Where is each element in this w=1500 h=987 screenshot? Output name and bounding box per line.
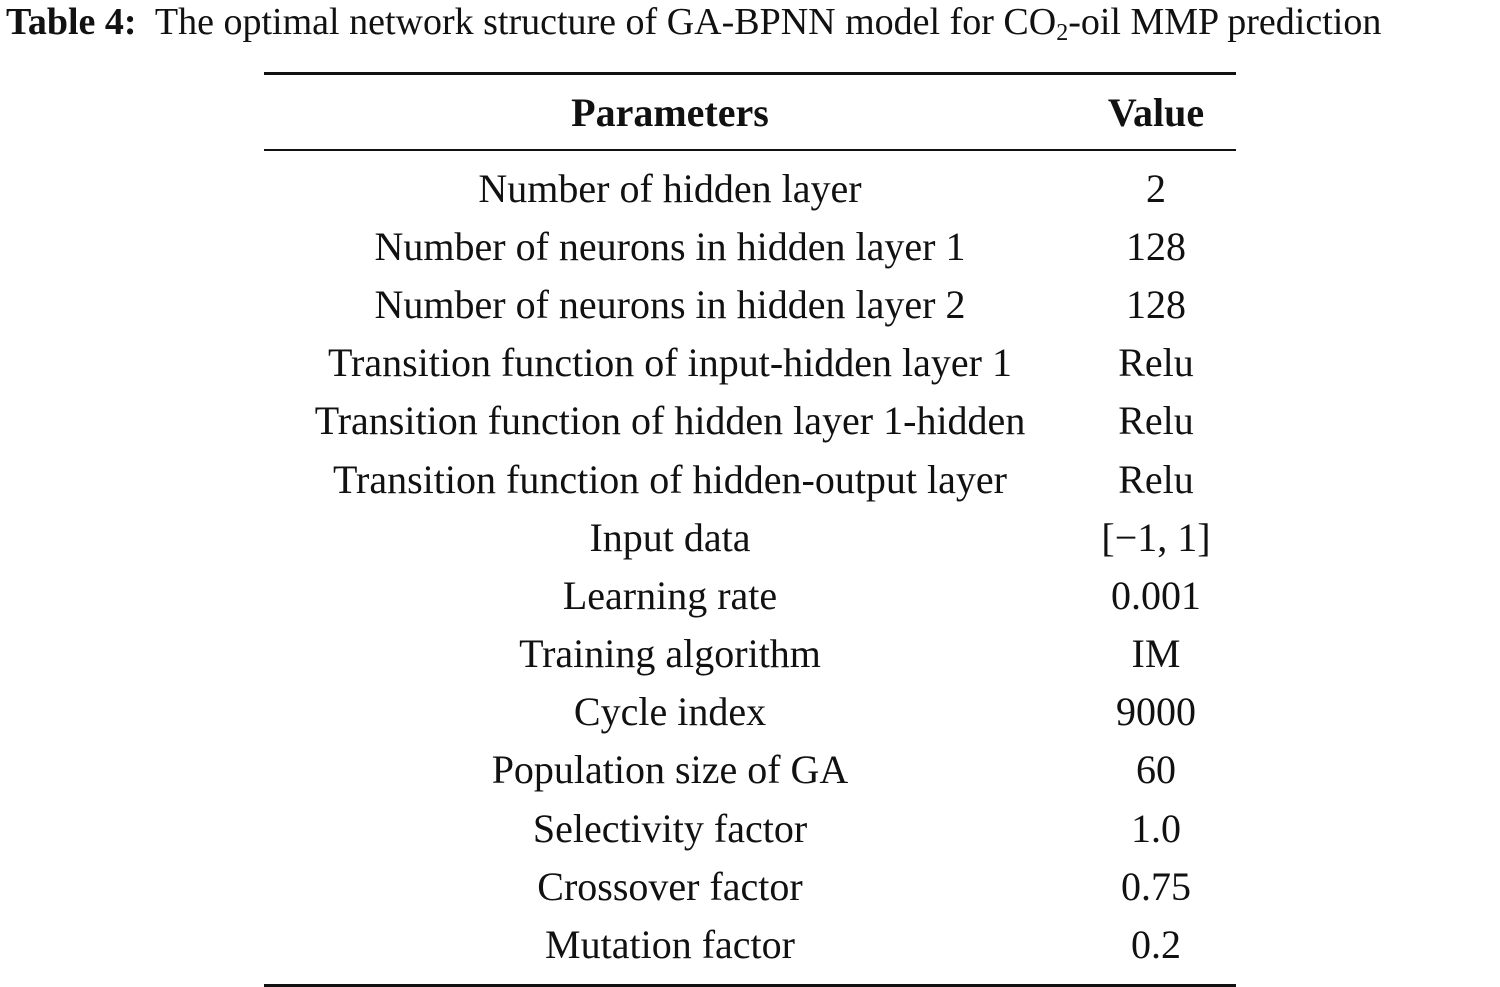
table-row xyxy=(264,159,1236,217)
table-row xyxy=(264,683,1236,741)
parameters-table xyxy=(264,72,1236,987)
parameter-value-cell: Relu xyxy=(1118,398,1194,444)
parameter-value-cell: 0.2 xyxy=(1131,922,1181,968)
table-row xyxy=(264,741,1236,799)
table-row xyxy=(264,450,1236,508)
parameter-name-cell: Transition function of input-hidden layer 1 xyxy=(328,340,1012,386)
header-value: Value xyxy=(1107,89,1205,135)
table-caption-text-end: -oil MMP prediction xyxy=(1068,1,1382,43)
table-bottom-rule xyxy=(264,984,1236,987)
parameter-name-cell: Cycle index xyxy=(573,689,767,735)
parameter-value-cell: 60 xyxy=(1136,747,1176,793)
parameter-value-cell: Relu xyxy=(1118,340,1194,386)
parameter-value-cell: 2 xyxy=(1146,165,1166,211)
table-caption xyxy=(6,0,1500,44)
parameter-name-cell: Learning rate xyxy=(562,572,778,618)
parameter-name-cell: Crossover factor xyxy=(537,863,803,909)
table-row xyxy=(264,915,1236,973)
table-row xyxy=(264,857,1236,915)
parameter-name-cell: Number of hidden layer xyxy=(478,165,862,211)
parameter-value-cell: 0.75 xyxy=(1121,863,1191,909)
table-caption-text: The optimal network structure of GA-BPNN model for CO xyxy=(154,1,1057,43)
parameter-value-cell: 0.001 xyxy=(1111,572,1201,618)
parameter-name-cell: Selectivity factor xyxy=(532,805,808,851)
table-row xyxy=(264,799,1236,857)
table-row xyxy=(264,392,1236,450)
parameter-value-cell: IM xyxy=(1131,631,1181,677)
parameter-value-cell: 1.0 xyxy=(1131,805,1181,851)
parameter-value-cell: [−1, 1] xyxy=(1101,514,1211,560)
table-caption-label: Table 4: xyxy=(6,1,137,43)
table-row xyxy=(264,334,1236,392)
parameter-value-cell: 128 xyxy=(1126,223,1186,269)
parameter-name-cell: Number of neurons in hidden layer 1 xyxy=(374,223,966,269)
parameter-value-cell: 9000 xyxy=(1116,689,1196,735)
parameter-name-cell: Number of neurons in hidden layer 2 xyxy=(374,281,966,327)
parameter-value-cell: Relu xyxy=(1118,456,1194,502)
table-header-row xyxy=(264,75,1236,149)
parameter-name-cell: Training algorithm xyxy=(519,631,821,677)
parameter-name-cell: Transition function of hidden-output layer xyxy=(333,456,1007,502)
table-row xyxy=(264,566,1236,624)
table-body xyxy=(264,151,1236,984)
header-parameters: Parameters xyxy=(571,89,769,135)
table-row xyxy=(264,275,1236,333)
table-row xyxy=(264,508,1236,566)
parameter-name-cell: Mutation factor xyxy=(545,922,795,968)
co2-subscript: 2 xyxy=(1056,20,1069,46)
parameter-name-cell: Population size of GA xyxy=(491,747,849,793)
table-row xyxy=(264,217,1236,275)
parameter-name-cell: Input data xyxy=(589,514,751,560)
parameter-value-cell: 128 xyxy=(1126,281,1186,327)
parameter-name-cell: Transition function of hidden layer 1-hidden xyxy=(314,398,1026,444)
table-row xyxy=(264,625,1236,683)
